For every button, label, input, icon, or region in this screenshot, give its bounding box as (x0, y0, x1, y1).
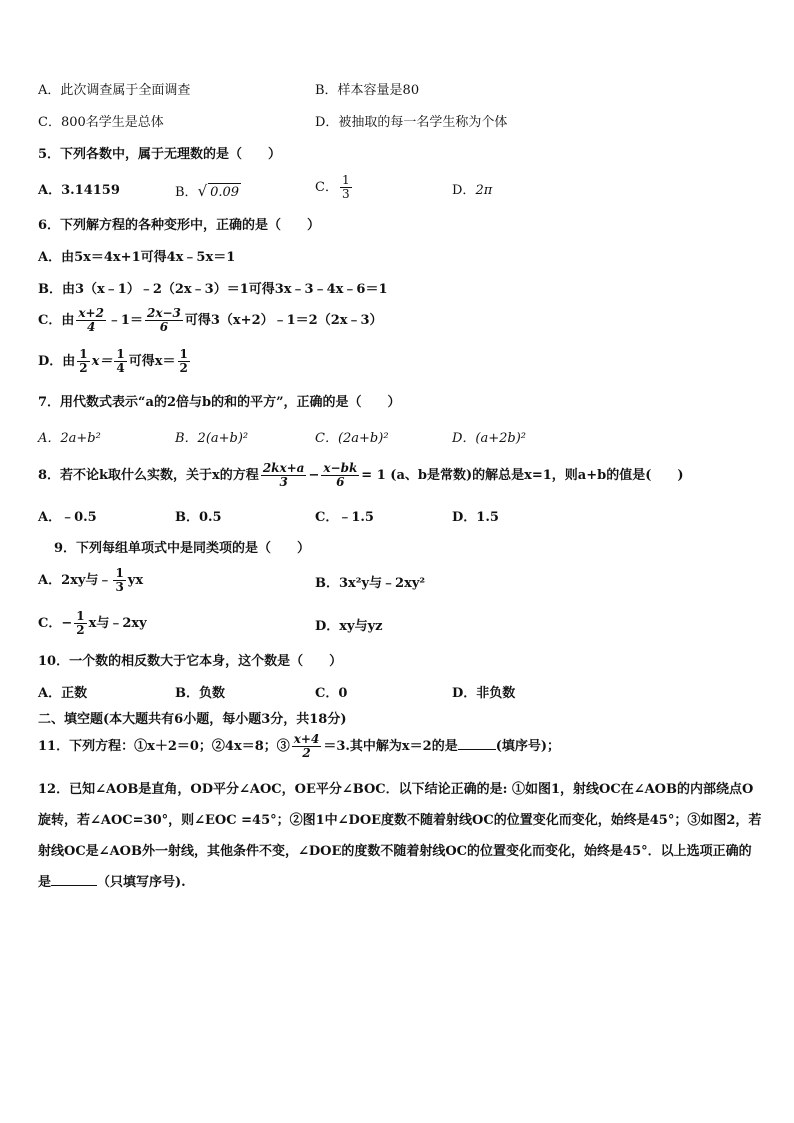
q6-option-c-fraction-2: $\frac{2x-3}{6}$ (146, 306, 181, 334)
q6-option-d-fraction-2: $\frac{1}{4}$ (116, 347, 125, 375)
q5-option-a: A．3.14159 (38, 183, 120, 198)
q10-stem: 10．一个数的相反数大于它本身，这个数是（ ） (38, 654, 343, 669)
q4-option-c: C．800名学生是总体 (38, 115, 164, 130)
q6-option-c-prefix: C．由 (38, 313, 75, 328)
q8-option-b: B．0.5 (175, 510, 222, 525)
q10-option-c: C．0 (315, 686, 348, 701)
q8-option-a: A．﹣0.5 (38, 510, 97, 525)
q8-option-c: C．﹣1.5 (315, 510, 374, 525)
q8-stem-prefix: 8．若不论k取什么实数，关于x的方程 (38, 468, 259, 483)
q9-option-c-fraction: $\frac{1}{2}$ (76, 609, 85, 637)
q5-options (38, 173, 764, 206)
q4-option-a: A．此次调查属于全面调查 (38, 83, 191, 98)
q7-option-d: D．(a+2b)² (452, 431, 527, 446)
q11-answer-blank[interactable] (458, 749, 496, 750)
q5-option-c-label: C． (315, 180, 338, 195)
q10-option-b: B．负数 (175, 686, 225, 701)
q6-option-b: B．由3（x﹣1）﹣2（2x﹣3）＝1可得3x﹣3﹣4x﹣6＝1 (38, 282, 388, 297)
q11-prefix: 11．下列方程：①x＋2＝0；②4x＝8；③ (38, 739, 290, 754)
q9-option-c (38, 610, 147, 637)
q8-stem-suffix: = 1 (a、b是常数)的解总是x=1，则a+b的值是( ) (361, 468, 684, 483)
q7-option-a: A．2a+b² (38, 431, 101, 446)
q10-option-a: A．正数 (38, 686, 88, 701)
q5-stem: 5．下列各数中，属于无理数的是（ ） (38, 147, 282, 162)
q6-option-d (38, 348, 764, 382)
q11-suffix: (填序号)； (495, 739, 561, 754)
q9-option-c-suffix: x与﹣2xy (88, 616, 147, 631)
q9-option-b: B．3x²y与﹣2xy² (315, 576, 426, 591)
q9-option-a-fraction: $\frac{1}{3}$ (115, 566, 124, 594)
q6-option-d-middle: x＝ (91, 354, 113, 369)
q11-fraction: $\frac{x+4}{2}$ (293, 732, 320, 760)
q6-option-d-prefix: D．由 (38, 354, 76, 369)
section-heading: 二、填空题(本大题共有6小题，每小题3分，共18分) (38, 712, 347, 727)
q5-option-d-value: 2π (475, 183, 493, 198)
q6-option-c (38, 307, 764, 341)
q6-option-a: A．由5x＝4x+1可得4x﹣5x＝1 (38, 250, 236, 265)
q7-stem: 7．用代数式表示“a的2倍与b的和的平方”，正确的是（ ） (38, 395, 401, 410)
q6-option-c-middle: ﹣1＝ (107, 313, 143, 328)
q5-option-c (315, 174, 354, 201)
q9-option-d: D．xy与yz (315, 619, 383, 634)
q7-option-c: C．(2a+b)² (315, 431, 389, 446)
q8-minus: − (308, 468, 320, 483)
q9-options-row2 (38, 610, 764, 644)
q6-option-c-suffix: 可得3（x+2）﹣1＝2（2x﹣3） (184, 313, 383, 328)
q12-paragraph (38, 774, 764, 898)
q6-option-c-fraction-1: $\frac{x+2}{4}$ (78, 306, 104, 334)
q7-option-b: B．2(a+b)² (175, 431, 249, 446)
q8-fraction-1: $\frac{2kx+a}{3}$ (262, 461, 305, 489)
q12-suffix: （只填写序号). (97, 875, 186, 890)
q4-option-d: D．被抽取的每一名学生称为个体 (315, 115, 508, 130)
q8-option-d: D．1.5 (452, 510, 499, 525)
q12-answer-blank[interactable] (51, 885, 97, 886)
q9-options-row1 (38, 567, 764, 601)
q6-option-d-fraction-1: $\frac{1}{2}$ (79, 347, 88, 375)
q6-option-d-middle-2: 可得x＝ (128, 354, 176, 369)
q5-option-c-fraction: $\frac{1}{3}$ (341, 173, 350, 201)
q10-option-d: D．非负数 (452, 686, 516, 701)
q11-middle: ＝3.其中解为x＝2的是 (323, 739, 458, 754)
q9-option-a-prefix: A．2xy与﹣ (38, 573, 112, 588)
q5-option-b-radicand: 0.09 (210, 185, 240, 200)
q8-stem (38, 462, 764, 496)
q5-option-b-label: B． (175, 185, 198, 200)
q5-option-d (452, 182, 492, 200)
q5-option-b (175, 182, 241, 202)
q8-fraction-2: $\frac{x-bk}{6}$ (323, 461, 358, 489)
q6-stem: 6．下列解方程的各种变形中，正确的是（ ） (38, 218, 321, 233)
q4-option-b: B．样本容量是80 (315, 83, 420, 98)
q9-option-a-suffix: yx (127, 573, 144, 588)
q6-option-d-fraction-3: $\frac{1}{2}$ (179, 347, 188, 375)
q9-option-a (38, 567, 143, 594)
q11-stem (38, 733, 764, 767)
sqrt-icon: √ (197, 182, 208, 200)
q5-option-d-label: D． (452, 183, 476, 198)
q9-option-c-prefix: C．− (38, 616, 73, 631)
q12-text: 12．已知∠AOB是直角，OD平分∠AOC，OE平分∠BOC．以下结论正确的是: ①如图1，射线OC在∠AOB的内部绕点O旋转，若∠AOC=30°，则∠EOC =45°；②图1中∠DOE度数不随着射线OC的位置变化而变化，始终是45°；③如图2，若射线OC是∠AOB外一射线，其他条件不变，∠DOE的度数不随着射线OC的位置变化而变化，始终是45°．以上选项正确的是 (38, 782, 762, 890)
q9-stem: 9．下列每组单项式中是同类项的是（ ） (54, 541, 311, 556)
